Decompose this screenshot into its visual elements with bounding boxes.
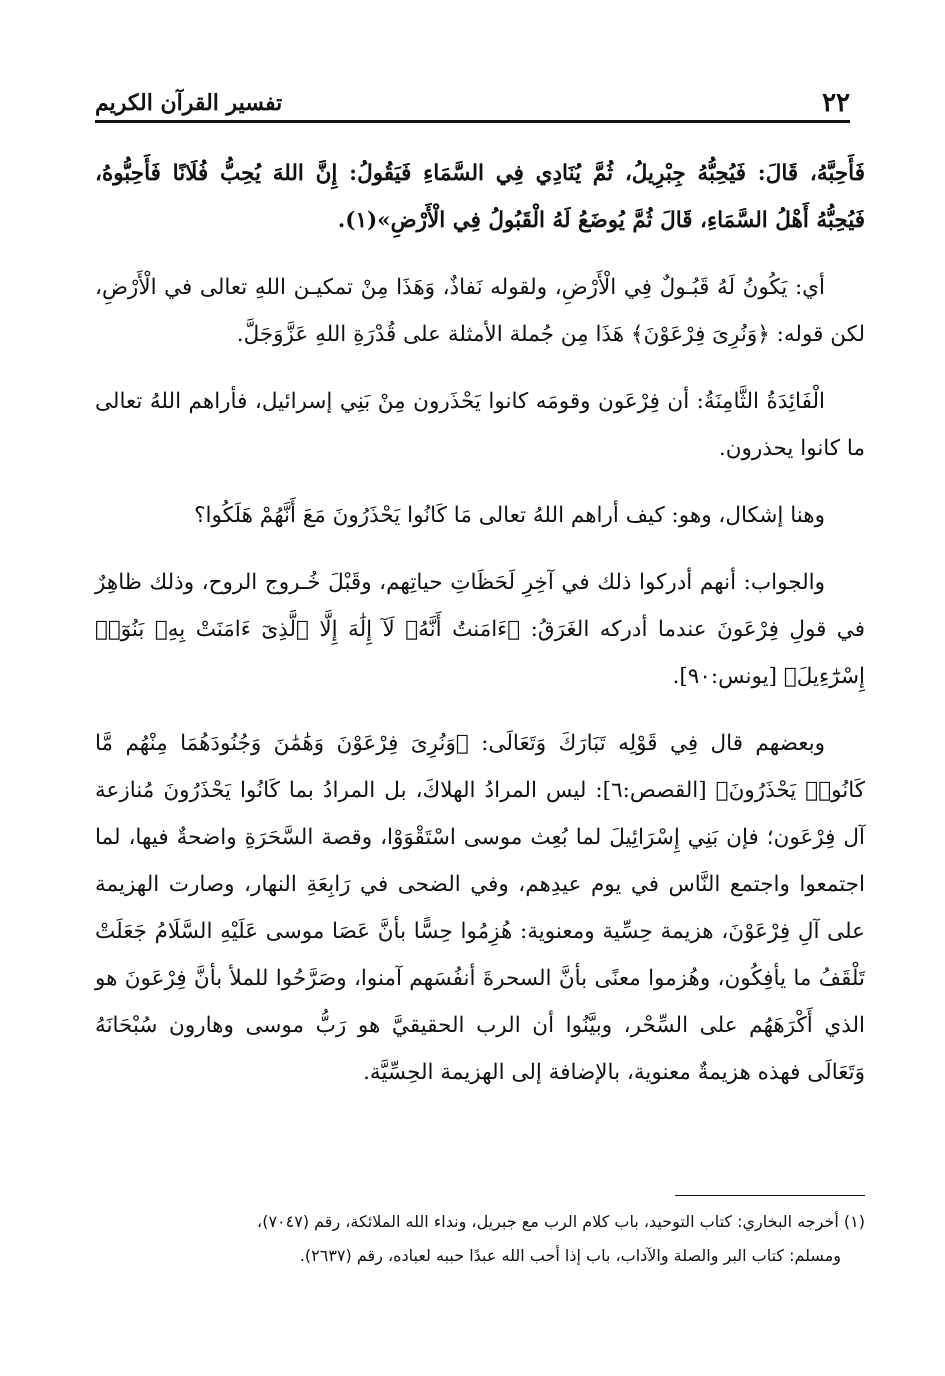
- hadith-paragraph: فَأَحِبَّهُ، قَالَ: فَيُحِبُّهُ جِبْرِيلُ، ثُمَّ يُنَادِي فِي السَّمَاءِ فَيَقُولُ: إِنَّ اللهَ يُحِبُّ فُلَانًا فَأَحِبُّوهُ، فَيُحِبُّهُ أَهْلُ السَّمَاءِ، قَالَ ثُمَّ يُوضَعُ لَهُ الْقَبُولُ فِي الْأَرْضِ»(١).: [95, 161, 865, 233]
- question-paragraph: وهنا إشكال، وهو: كيف أراهم اللهُ تعالى مَا كَانُوا يَحْذَرُونَ مَعَ أَنَّهُمْ هَلَكُوا؟: [194, 503, 825, 528]
- footnote-line: (١) أخرجه البخاري: كتاب التوحيد، باب كلام الرب مع جبريل، ونداء الله الملائكة، رقم (٧٠٤٧)،: [257, 1212, 865, 1231]
- book-title: تفسير القرآن الكريم: [95, 90, 283, 116]
- footnote-line: ومسلم: كتاب البر والصلة والآداب، باب إذا أحب الله عبدًا حببه لعباده، رقم (٢٦٣٧).: [299, 1246, 841, 1265]
- page-header: [95, 88, 850, 123]
- answer-paragraph: والجواب: أنهم أدركوا ذلك في آخِرِ لَحَظَاتِ حياتِهم، وقَبْلَ خُـروج الروح، وذلك ظاهِرٌ في قولِ فِرْعَونَ عندما أدركه الغَرَقُ: ﴿ءَامَنتُ أَنَّهُۥ لَآ إِلَٰهَ إِلَّا ٱلَّذِىٓ ءَامَنَتْ بِهِۦ بَنُوٓا۟ إِسْرَٰٓءِيلَ﴾ [يونس:٩٠].: [95, 570, 865, 689]
- main-text: [95, 150, 865, 1116]
- footnotes: [95, 1205, 865, 1273]
- benefit-eight-paragraph: الْفَائِدَةُ الثَّامِنَةُ: أن فِرْعَون وقومَه كانوا يَحْذَرون مِنْ بَنِي إسرائيل، فأراهم اللهُ تعالى ما كانوا يحذرون.: [95, 389, 865, 461]
- other-opinion-paragraph: وبعضهم قال فِي قَوْلِه تَبَارَكَ وَتَعَالَى: ﴿وَنُرِىَ فِرْعَوْنَ وَهَٰمَٰنَ وَجُنُودَهُمَا مِنْهُم مَّا كَانُوا۟ يَحْذَرُونَ﴾ [القصص:٦]: ليس المرادُ الهلاكَ، بل المرادُ بما كَانُوا يَحْذَرُونَ مُنازعة آل فِرْعَون؛ فإن بَنِي إِسْرَائِيلَ لما بُعِث موسى اسْتَقْوَوْا، وقصة السَّحَرَةِ واضحةٌ فيها، لما اجتمعوا واجتمع النَّاس في يوم عيدِهم، وفي الضحى في رَابِعَةِ النهار، وصارت الهزيمة على آلِ فِرْعَوْنَ، هزيمة حِسِّية ومعنوية: هُزِمُوا حِسًّا بأنَّ عَصَا موسى عَلَيْهِ السَّلَامُ جَعَلَتْ تَلْقَفُ ما يأفِكُون، وهُزموا معنًى بأنَّ السحرةَ أنفُسَهم آمنوا، وصَرَّحُوا للملأ بأنَّ فِرْعَونَ هو الذي أَكْرَهَهُم على السِّحْر، وبيَّنُوا أن الرب الحقيقيَّ هو رَبُّ موسى وهارون سُبْحَانَهُ وَتَعَالَى فهذه هزيمةٌ معنوية، بالإضافة إلى الهزيمة الحِسِّيَّة.: [95, 731, 865, 1085]
- page-number: ٢٢: [822, 88, 850, 118]
- footnote-separator: [675, 1195, 865, 1196]
- explanation-paragraph: أي: يَكُونُ لَهُ قَبُـولٌ فِي الْأَرْضِ، ولقوله نَفاذٌ، وَهَذَا مِنْ تمكيـن اللهِ تعالى في الْأَرْضِ، لكن قوله: ﴿وَنُرِىَ فِرْعَوْنَ﴾ هَذَا مِن جُملة الأمثلة على قُدْرَةِ اللهِ عَزَّوَجَلَّ.: [95, 275, 865, 347]
